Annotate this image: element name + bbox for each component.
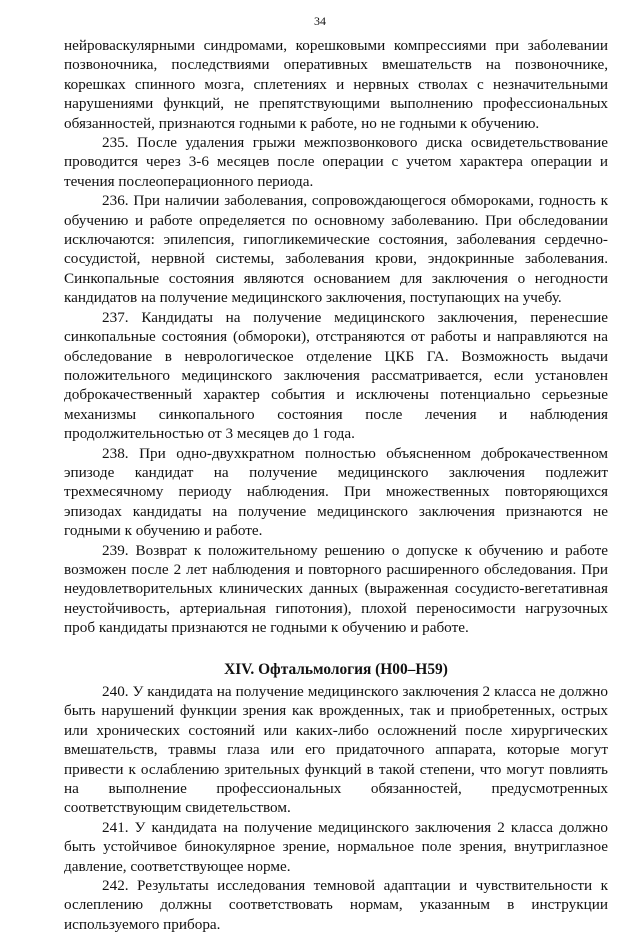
document-body <box>64 36 608 934</box>
paragraph-240: 240. У кандидата на получение медицинского заключения 2 класса не должно быть нарушений функции зрения как врожденных, так и приобретенных, острых или хронических состояний или каких-либо осложнений после хирургических вмешательств, травмы глаза или его придаточного аппарата, которые могут привести к ослаблению зрительных функций в такой степени, что могут повлиять на выполнение профессиональных обязанностей, предусмотренных соответствующим свидетельством. <box>64 683 608 817</box>
paragraph-238: 238. При одно-двухкратном полностью объясненном доброкачественном эпизоде кандидат на получение медицинского заключения подлежит трехмесячному периоду наблюдения. При множественных повторяющихся эпизодах кандидаты на получение медицинского заключения признаются не годными к обучению и работе. <box>64 444 608 540</box>
paragraph-242: 242. Результаты исследования темновой адаптации и чувствительности к ослеплению должны соответствовать нормам, указанным в инструкции используемого прибора. <box>64 877 608 933</box>
paragraph-241: 241. У кандидата на получение медицинского заключения 2 класса должно быть устойчивое бинокулярное зрение, нормальное поле зрения, внутриглазное давление, соответствующее норме. <box>64 818 608 875</box>
section-heading: XIV. Офтальмология (H00–H59) <box>224 660 448 678</box>
paragraph-239: 239. Возврат к положительному решению о допуске к обучению и работе возможен после 2 лет наблюдения и повторного расширенного обследования. При неудовлетворительных клинических данных (выраженная сосудисто-вегетативная неустойчивость, артериальная гипотония), плохой переносимости нагрузочных проб кандидаты признаются не годными к обучению и работе. <box>64 541 608 637</box>
paragraph-236: 236. При наличии заболевания, сопровождающегося обмороками, годность к обучению и работе определяется по основному заболеванию. При обследовании исключаются: эпилепсия, гипогликемические состояния, заболевания сердечно-сосудистой, нервной системы, заболевания крови, эндокринные заболевания. Синкопальные состояния являются основанием для заключения о негодности кандидатов на получение медицинского заключения, поступающих на учебу. <box>64 192 608 307</box>
paragraph-235: 235. После удаления грыжи межпозвонкового диска освидетельствование проводится через 3-6 месяцев после операции с учетом характера операции и течения послеоперационного периода. <box>64 134 608 190</box>
paragraph-237: 237. Кандидаты на получение медицинского заключения, перенесшие синкопальные состояния (обмороки), отстраняются от работы и направляются на обследование в неврологическое отделение ЦКБ ГА. Возможность выдачи положительного медицинского заключения рассматривается, если установлен доброкачественный характер события и исключены потенциально серьезные механизмы синкопального состояния после лечения и наблюдения продолжительностью от 3 месяцев до 1 года. <box>64 308 608 443</box>
paragraph-continuation: нейроваскулярными синдромами, корешковыми компрессиями при заболевании позвоночника, последствиями оперативных вмешательств на позвоночнике, корешках спинного мозга, сплетениях и нервных стволах с незначительными нарушениями функций, не препятствующими выполнению профессиональных обязанностей, признаются годными к работе, но не годными к обучению. <box>64 37 608 132</box>
page-number: 34 <box>314 14 326 28</box>
